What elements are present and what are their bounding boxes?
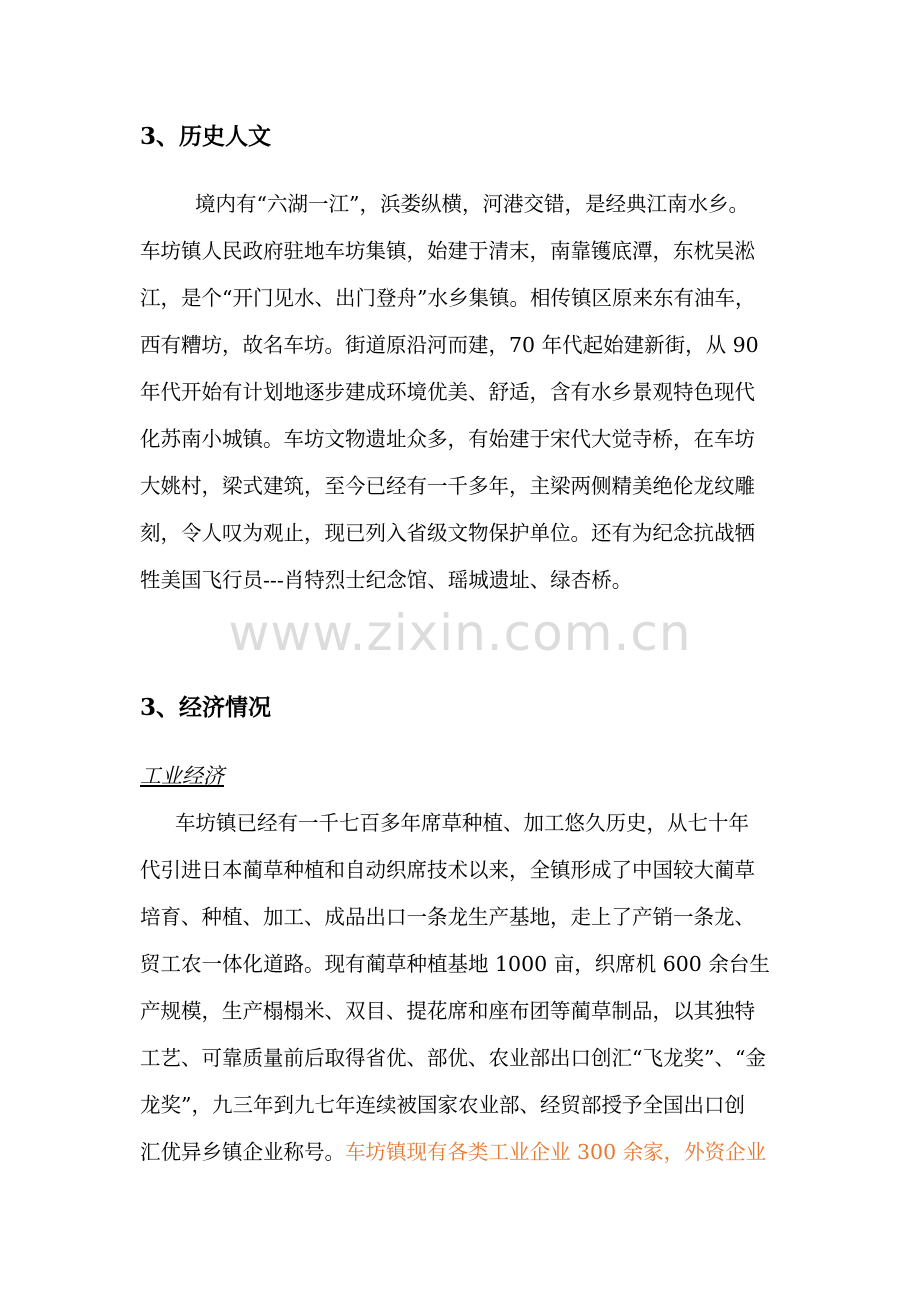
paragraph-line: 牲美国飞行员---肖特烈士纪念馆、瑶城遗址、绿杏桥。 <box>140 568 633 592</box>
paragraph-line: 江，是个“开门见水、出门登舟”水乡集镇。相传镇区原来东有油车， <box>140 286 756 310</box>
paragraph-line: 化苏南小城镇。车坊文物遗址众多，有始建于宋代大觉寺桥，在车坊 <box>140 427 755 451</box>
paragraph-line: 境内有“六湖一江”，浜娄纵横，河港交错，是经典江南水乡。 <box>195 192 749 216</box>
paragraph-line: 大姚村，梁式建筑，至今已经有一千多年，主梁两侧精美绝伦龙纹雕 <box>140 474 755 498</box>
economy-heading: 3、经济情况 <box>140 694 272 721</box>
economy-paragraph <box>140 800 782 1176</box>
paragraph-line: 年代开始有计划地逐步建成环境优美、舒适，含有水乡景观特色现代 <box>140 380 755 404</box>
watermark: www.zixin.com.cn <box>228 604 692 662</box>
paragraph-line: 车坊镇已经有一千七百多年席草种植、加工悠久历史，从七十年 <box>175 811 749 835</box>
history-paragraph <box>140 181 782 604</box>
paragraph-line: 培育、种植、加工、成品出口一条龙生产基地，走上了产销一条龙、 <box>140 905 755 929</box>
industrial-economy-subheading: 工业经济 <box>140 764 224 788</box>
paragraph-line: 产规模，生产榻榻米、双目、提花席和座布团等蔺草制品，以其独特 <box>140 999 755 1023</box>
line-text-black: 汇优异乡镇企业称号。 <box>140 1140 345 1164</box>
paragraph-line: 西有糟坊，故名车坊。街道原沿河而建，70 年代起始建新街，从 90 <box>140 333 759 357</box>
paragraph-line: 刻，令人叹为观止，现已列入省级文物保护单位。还有为纪念抗战牺 <box>140 521 755 545</box>
paragraph-line: 贸工农一体化道路。现有蔺草种植基地 1000 亩，织席机 600 余台生 <box>140 952 770 976</box>
highlighted-text: 车坊镇现有各类工业企业 300 余家，外资企业 <box>345 1140 767 1164</box>
paragraph-line: 工艺、可靠质量前后取得省优、部优、农业部出口创汇“飞龙奖”、“金 <box>140 1046 766 1070</box>
history-heading: 3、历史人文 <box>140 123 272 150</box>
paragraph-line-mixed <box>140 1129 782 1176</box>
paragraph-line: 代引进日本蔺草种植和自动织席技术以来，全镇形成了中国较大蔺草 <box>140 858 755 882</box>
paragraph-line: 车坊镇人民政府驻地车坊集镇，始建于清末，南靠镬底潭，东枕吴淞 <box>140 239 755 263</box>
paragraph-line: 龙奖”，九三年到九七年连续被国家农业部、经贸部授予全国出口创 <box>140 1093 745 1117</box>
